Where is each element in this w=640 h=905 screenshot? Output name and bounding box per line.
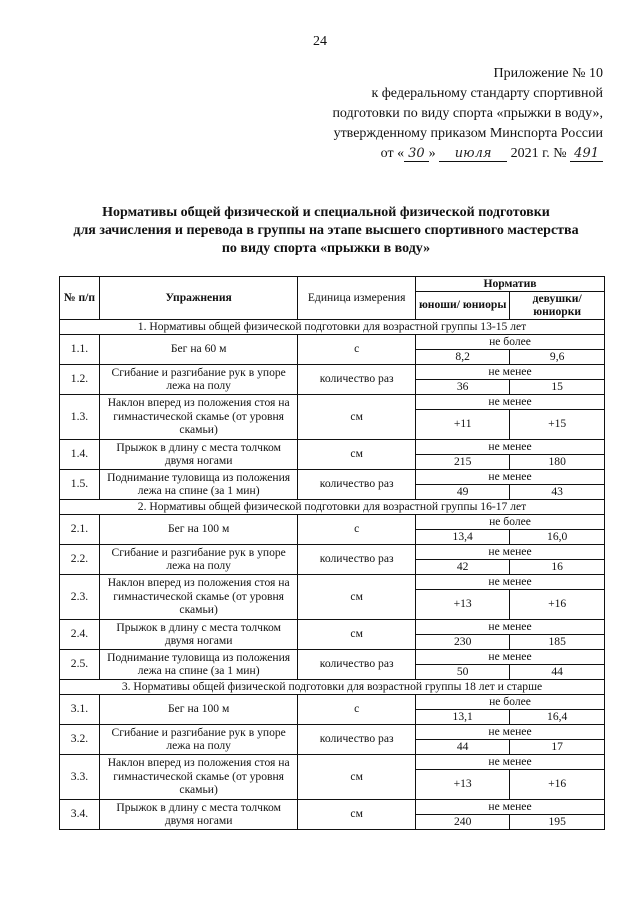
- row-value-girls: 185: [510, 634, 605, 649]
- row-qualifier: не более: [416, 514, 605, 529]
- row-unit: количество раз: [298, 724, 416, 754]
- appendix-title: Приложение № 10: [493, 66, 603, 81]
- row-qualifier: не менее: [416, 574, 605, 589]
- row-exercise: Сгибание и разгибание рук в упоре лежа на полу: [99, 544, 297, 574]
- row-value-boys: +11: [416, 409, 510, 439]
- appendix-line-3: утвержденному приказом Минспорта России: [333, 126, 603, 141]
- table-body: [60, 319, 605, 829]
- section-row: [60, 679, 605, 694]
- table-row: [60, 334, 605, 349]
- header-boys: юноши/ юниоры: [416, 291, 510, 319]
- row-qualifier: не более: [416, 694, 605, 709]
- row-number: 2.5.: [60, 649, 100, 679]
- row-value-girls: 16,0: [510, 529, 605, 544]
- table-row: [60, 514, 605, 529]
- page-number: 24: [313, 34, 327, 49]
- row-number: 3.2.: [60, 724, 100, 754]
- table-row: [60, 799, 605, 814]
- row-unit: количество раз: [298, 649, 416, 679]
- row-exercise: Бег на 100 м: [99, 694, 297, 724]
- row-unit: см: [298, 574, 416, 619]
- row-value-boys: 215: [416, 454, 510, 469]
- row-exercise: Бег на 100 м: [99, 514, 297, 544]
- row-value-boys: 44: [416, 739, 510, 754]
- row-exercise: Прыжок в длину с места толчком двумя ногами: [99, 619, 297, 649]
- row-number: 2.1.: [60, 514, 100, 544]
- row-qualifier: не менее: [416, 649, 605, 664]
- row-number: 1.5.: [60, 469, 100, 499]
- row-unit: см: [298, 754, 416, 799]
- row-unit: см: [298, 439, 416, 469]
- row-value-girls: 16: [510, 559, 605, 574]
- section-row: [60, 319, 605, 334]
- row-unit: см: [298, 619, 416, 649]
- row-qualifier: не менее: [416, 619, 605, 634]
- row-number: 1.1.: [60, 334, 100, 364]
- header-norm: Норматив: [416, 277, 605, 292]
- handwritten-month: июля: [439, 146, 507, 162]
- row-value-girls: 9,6: [510, 349, 605, 364]
- row-exercise: Сгибание и разгибание рук в упоре лежа на полу: [99, 364, 297, 394]
- row-qualifier: не более: [416, 334, 605, 349]
- section-row: [60, 499, 605, 514]
- row-number: 1.2.: [60, 364, 100, 394]
- row-value-girls: 180: [510, 454, 605, 469]
- row-exercise: Наклон вперед из положения стоя на гимнастической скамье (от уровня скамьи): [99, 574, 297, 619]
- appendix-header: [303, 64, 603, 164]
- row-value-boys: 42: [416, 559, 510, 574]
- row-exercise: Наклон вперед из положения стоя на гимнастической скамье (от уровня скамьи): [99, 754, 297, 799]
- row-exercise: Прыжок в длину с места толчком двумя ногами: [99, 439, 297, 469]
- row-value-boys: 49: [416, 484, 510, 499]
- row-exercise: Наклон вперед из положения стоя на гимнастической скамье (от уровня скамьи): [99, 394, 297, 439]
- row-number: 3.4.: [60, 799, 100, 829]
- table-row: [60, 649, 605, 664]
- title-line-3: по виду спорта «прыжки в воду»: [221, 241, 431, 256]
- table-row: [60, 469, 605, 484]
- row-exercise: Сгибание и разгибание рук в упоре лежа на полу: [99, 724, 297, 754]
- row-value-girls: 16,4: [510, 709, 605, 724]
- section-title: 1. Нормативы общей физической подготовки для возрастной группы 13-15 лет: [60, 319, 605, 334]
- row-qualifier: не менее: [416, 799, 605, 814]
- table-row: [60, 619, 605, 634]
- date-mid: »: [428, 146, 436, 161]
- section-title: 3. Нормативы общей физической подготовки для возрастной группы 18 лет и старше: [60, 679, 605, 694]
- row-value-boys: +13: [416, 769, 510, 799]
- table-row: [60, 439, 605, 454]
- row-number: 1.4.: [60, 439, 100, 469]
- row-value-girls: 17: [510, 739, 605, 754]
- table-row: [60, 364, 605, 379]
- header-exercise: Упражнения: [99, 277, 297, 320]
- row-number: 3.1.: [60, 694, 100, 724]
- row-qualifier: не менее: [416, 724, 605, 739]
- row-number: 3.3.: [60, 754, 100, 799]
- table-row: [60, 724, 605, 739]
- header-girls: девушки/ юниорки: [510, 291, 605, 319]
- row-value-boys: 8,2: [416, 349, 510, 364]
- table-row: [60, 754, 605, 769]
- table-row: [60, 544, 605, 559]
- row-exercise: Бег на 60 м: [99, 334, 297, 364]
- row-unit: см: [298, 394, 416, 439]
- handwritten-order-number: 491: [570, 146, 603, 162]
- row-number: 2.4.: [60, 619, 100, 649]
- row-qualifier: не менее: [416, 754, 605, 769]
- row-unit: см: [298, 799, 416, 829]
- table-row: [60, 694, 605, 709]
- row-value-girls: 43: [510, 484, 605, 499]
- document-title: [40, 204, 612, 258]
- row-unit: количество раз: [298, 544, 416, 574]
- row-unit: с: [298, 514, 416, 544]
- row-qualifier: не менее: [416, 394, 605, 409]
- appendix-date-line: [303, 144, 603, 164]
- row-value-boys: 240: [416, 814, 510, 829]
- title-line-2: для зачисления и перевода в группы на этапе высшего спортивного мастерства: [73, 223, 579, 238]
- row-value-boys: 50: [416, 664, 510, 679]
- row-value-boys: 13,4: [416, 529, 510, 544]
- table-row: [60, 394, 605, 409]
- row-value-girls: +15: [510, 409, 605, 439]
- row-value-boys: +13: [416, 589, 510, 619]
- appendix-line-1: к федеральному стандарту спортивной: [371, 86, 603, 101]
- row-value-boys: 230: [416, 634, 510, 649]
- header-unit: Единица измерения: [298, 277, 416, 320]
- year-text: 2021 г. №: [510, 146, 567, 161]
- date-prefix: от «: [380, 146, 405, 161]
- row-qualifier: не менее: [416, 364, 605, 379]
- row-unit: с: [298, 694, 416, 724]
- norms-table: [59, 276, 605, 830]
- row-unit: с: [298, 334, 416, 364]
- row-value-boys: 13,1: [416, 709, 510, 724]
- row-number: 1.3.: [60, 394, 100, 439]
- row-number: 2.2.: [60, 544, 100, 574]
- appendix-line-2: подготовки по виду спорта «прыжки в воду»,: [332, 106, 603, 121]
- row-number: 2.3.: [60, 574, 100, 619]
- row-value-girls: +16: [510, 589, 605, 619]
- section-title: 2. Нормативы общей физической подготовки для возрастной группы 16-17 лет: [60, 499, 605, 514]
- row-unit: количество раз: [298, 364, 416, 394]
- row-value-girls: 15: [510, 379, 605, 394]
- row-value-girls: 44: [510, 664, 605, 679]
- row-value-girls: 195: [510, 814, 605, 829]
- row-qualifier: не менее: [416, 544, 605, 559]
- row-exercise: Поднимание туловища из положения лежа на спине (за 1 мин): [99, 649, 297, 679]
- table-row: [60, 574, 605, 589]
- header-num: № п/п: [60, 277, 100, 320]
- row-qualifier: не менее: [416, 439, 605, 454]
- row-exercise: Поднимание туловища из положения лежа на спине (за 1 мин): [99, 469, 297, 499]
- row-unit: количество раз: [298, 469, 416, 499]
- row-value-girls: +16: [510, 769, 605, 799]
- row-exercise: Прыжок в длину с места толчком двумя ногами: [99, 799, 297, 829]
- row-qualifier: не менее: [416, 469, 605, 484]
- row-value-boys: 36: [416, 379, 510, 394]
- handwritten-day: 30: [404, 146, 429, 162]
- title-line-1: Нормативы общей физической и специальной физической подготовки: [102, 205, 550, 220]
